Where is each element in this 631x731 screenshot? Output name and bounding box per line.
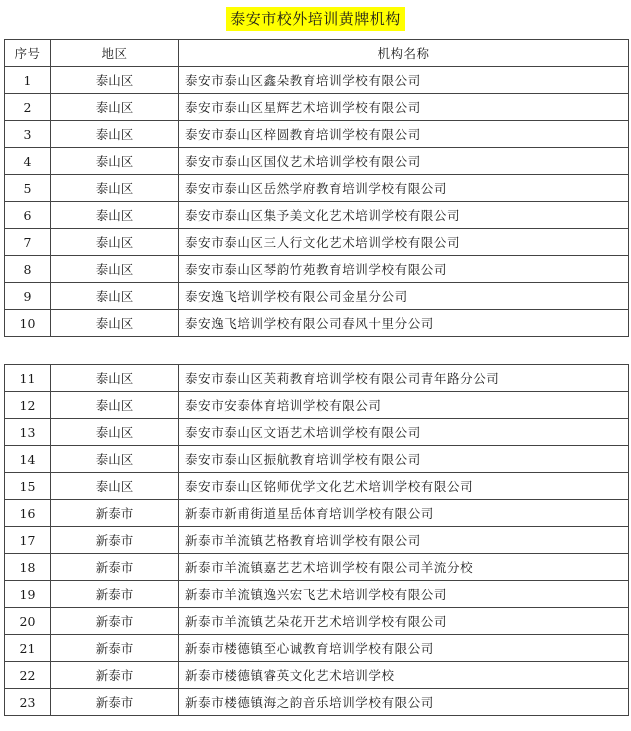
- row-region: 新泰市: [51, 662, 179, 689]
- row-org-name: 新泰市羊流镇艺朵花开艺术培训学校有限公司: [179, 608, 629, 635]
- title-row: [0, 0, 631, 37]
- table-row: [5, 527, 629, 554]
- row-region: 泰山区: [51, 67, 179, 94]
- row-index: 9: [5, 283, 51, 310]
- row-region: 泰山区: [51, 256, 179, 283]
- table-row: [5, 635, 629, 662]
- row-org-name: 泰安市泰山区鑫朵教育培训学校有限公司: [179, 67, 629, 94]
- row-org-name: 新泰市楼德镇睿英文化艺术培训学校: [179, 662, 629, 689]
- row-org-name: 泰安市泰山区集予美文化艺术培训学校有限公司: [179, 202, 629, 229]
- table-part-1: [4, 39, 629, 337]
- row-org-name: 泰安市泰山区芙莉教育培训学校有限公司青年路分公司: [179, 365, 629, 392]
- row-region: 泰山区: [51, 446, 179, 473]
- header-region: 地区: [51, 40, 179, 67]
- row-region: 新泰市: [51, 581, 179, 608]
- row-org-name: 泰安市泰山区振航教育培训学校有限公司: [179, 446, 629, 473]
- table-row: [5, 67, 629, 94]
- row-region: 新泰市: [51, 635, 179, 662]
- table-row: [5, 473, 629, 500]
- row-index: 15: [5, 473, 51, 500]
- row-org-name: 新泰市羊流镇嘉艺艺术培训学校有限公司羊流分校: [179, 554, 629, 581]
- row-region: 泰山区: [51, 148, 179, 175]
- table-header-row: [5, 40, 629, 67]
- table-row: [5, 94, 629, 121]
- row-region: 新泰市: [51, 689, 179, 716]
- row-region: 泰山区: [51, 175, 179, 202]
- row-index: 18: [5, 554, 51, 581]
- row-region: 新泰市: [51, 500, 179, 527]
- row-org-name: 新泰市羊流镇逸兴宏飞艺术培训学校有限公司: [179, 581, 629, 608]
- table-row: [5, 229, 629, 256]
- table-row: [5, 392, 629, 419]
- row-index: 6: [5, 202, 51, 229]
- table-row: [5, 554, 629, 581]
- table-row: [5, 500, 629, 527]
- row-org-name: 泰安市泰山区星辉艺术培训学校有限公司: [179, 94, 629, 121]
- row-org-name: 新泰市新甫街道星岳体育培训学校有限公司: [179, 500, 629, 527]
- row-index: 20: [5, 608, 51, 635]
- table-row: [5, 121, 629, 148]
- row-index: 11: [5, 365, 51, 392]
- table-row: [5, 581, 629, 608]
- row-org-name: 泰安市泰山区岳然学府教育培训学校有限公司: [179, 175, 629, 202]
- row-region: 新泰市: [51, 527, 179, 554]
- table-row: [5, 446, 629, 473]
- table-row: [5, 283, 629, 310]
- row-index: 7: [5, 229, 51, 256]
- table-row: [5, 148, 629, 175]
- row-index: 10: [5, 310, 51, 337]
- row-org-name: 泰安市泰山区梓圆教育培训学校有限公司: [179, 121, 629, 148]
- table-row: [5, 175, 629, 202]
- row-index: 12: [5, 392, 51, 419]
- page-title: 泰安市校外培训黄牌机构: [226, 7, 405, 31]
- row-index: 16: [5, 500, 51, 527]
- row-index: 21: [5, 635, 51, 662]
- row-org-name: 泰安逸飞培训学校有限公司春风十里分公司: [179, 310, 629, 337]
- row-index: 2: [5, 94, 51, 121]
- row-org-name: 新泰市羊流镇艺格教育培训学校有限公司: [179, 527, 629, 554]
- row-region: 泰山区: [51, 94, 179, 121]
- row-region: 泰山区: [51, 392, 179, 419]
- row-index: 19: [5, 581, 51, 608]
- row-org-name: 泰安逸飞培训学校有限公司金星分公司: [179, 283, 629, 310]
- row-index: 17: [5, 527, 51, 554]
- row-index: 22: [5, 662, 51, 689]
- row-index: 5: [5, 175, 51, 202]
- table-row: [5, 608, 629, 635]
- row-org-name: 泰安市泰山区文语艺术培训学校有限公司: [179, 419, 629, 446]
- table-part-2: [4, 364, 629, 716]
- row-org-name: 泰安市泰山区铭师优学文化艺术培训学校有限公司: [179, 473, 629, 500]
- table-row: [5, 310, 629, 337]
- row-region: 泰山区: [51, 229, 179, 256]
- row-org-name: 泰安市泰山区国仪艺术培训学校有限公司: [179, 148, 629, 175]
- row-region: 泰山区: [51, 202, 179, 229]
- row-org-name: 新泰市楼德镇至心诚教育培训学校有限公司: [179, 635, 629, 662]
- row-region: 泰山区: [51, 365, 179, 392]
- header-org: 机构名称: [179, 40, 629, 67]
- table-row: [5, 662, 629, 689]
- row-org-name: 泰安市安泰体育培训学校有限公司: [179, 392, 629, 419]
- row-org-name: 新泰市楼德镇海之韵音乐培训学校有限公司: [179, 689, 629, 716]
- table-row: [5, 689, 629, 716]
- header-index: 序号: [5, 40, 51, 67]
- row-region: 泰山区: [51, 473, 179, 500]
- row-index: 8: [5, 256, 51, 283]
- row-index: 4: [5, 148, 51, 175]
- row-index: 1: [5, 67, 51, 94]
- row-region: 泰山区: [51, 419, 179, 446]
- row-org-name: 泰安市泰山区琴韵竹苑教育培训学校有限公司: [179, 256, 629, 283]
- row-region: 泰山区: [51, 121, 179, 148]
- row-index: 3: [5, 121, 51, 148]
- table-row: [5, 202, 629, 229]
- row-region: 泰山区: [51, 310, 179, 337]
- table-row: [5, 365, 629, 392]
- row-index: 14: [5, 446, 51, 473]
- table-row: [5, 256, 629, 283]
- table-row: [5, 419, 629, 446]
- row-region: 新泰市: [51, 608, 179, 635]
- row-org-name: 泰安市泰山区三人行文化艺术培训学校有限公司: [179, 229, 629, 256]
- row-index: 23: [5, 689, 51, 716]
- row-region: 新泰市: [51, 554, 179, 581]
- row-region: 泰山区: [51, 283, 179, 310]
- row-index: 13: [5, 419, 51, 446]
